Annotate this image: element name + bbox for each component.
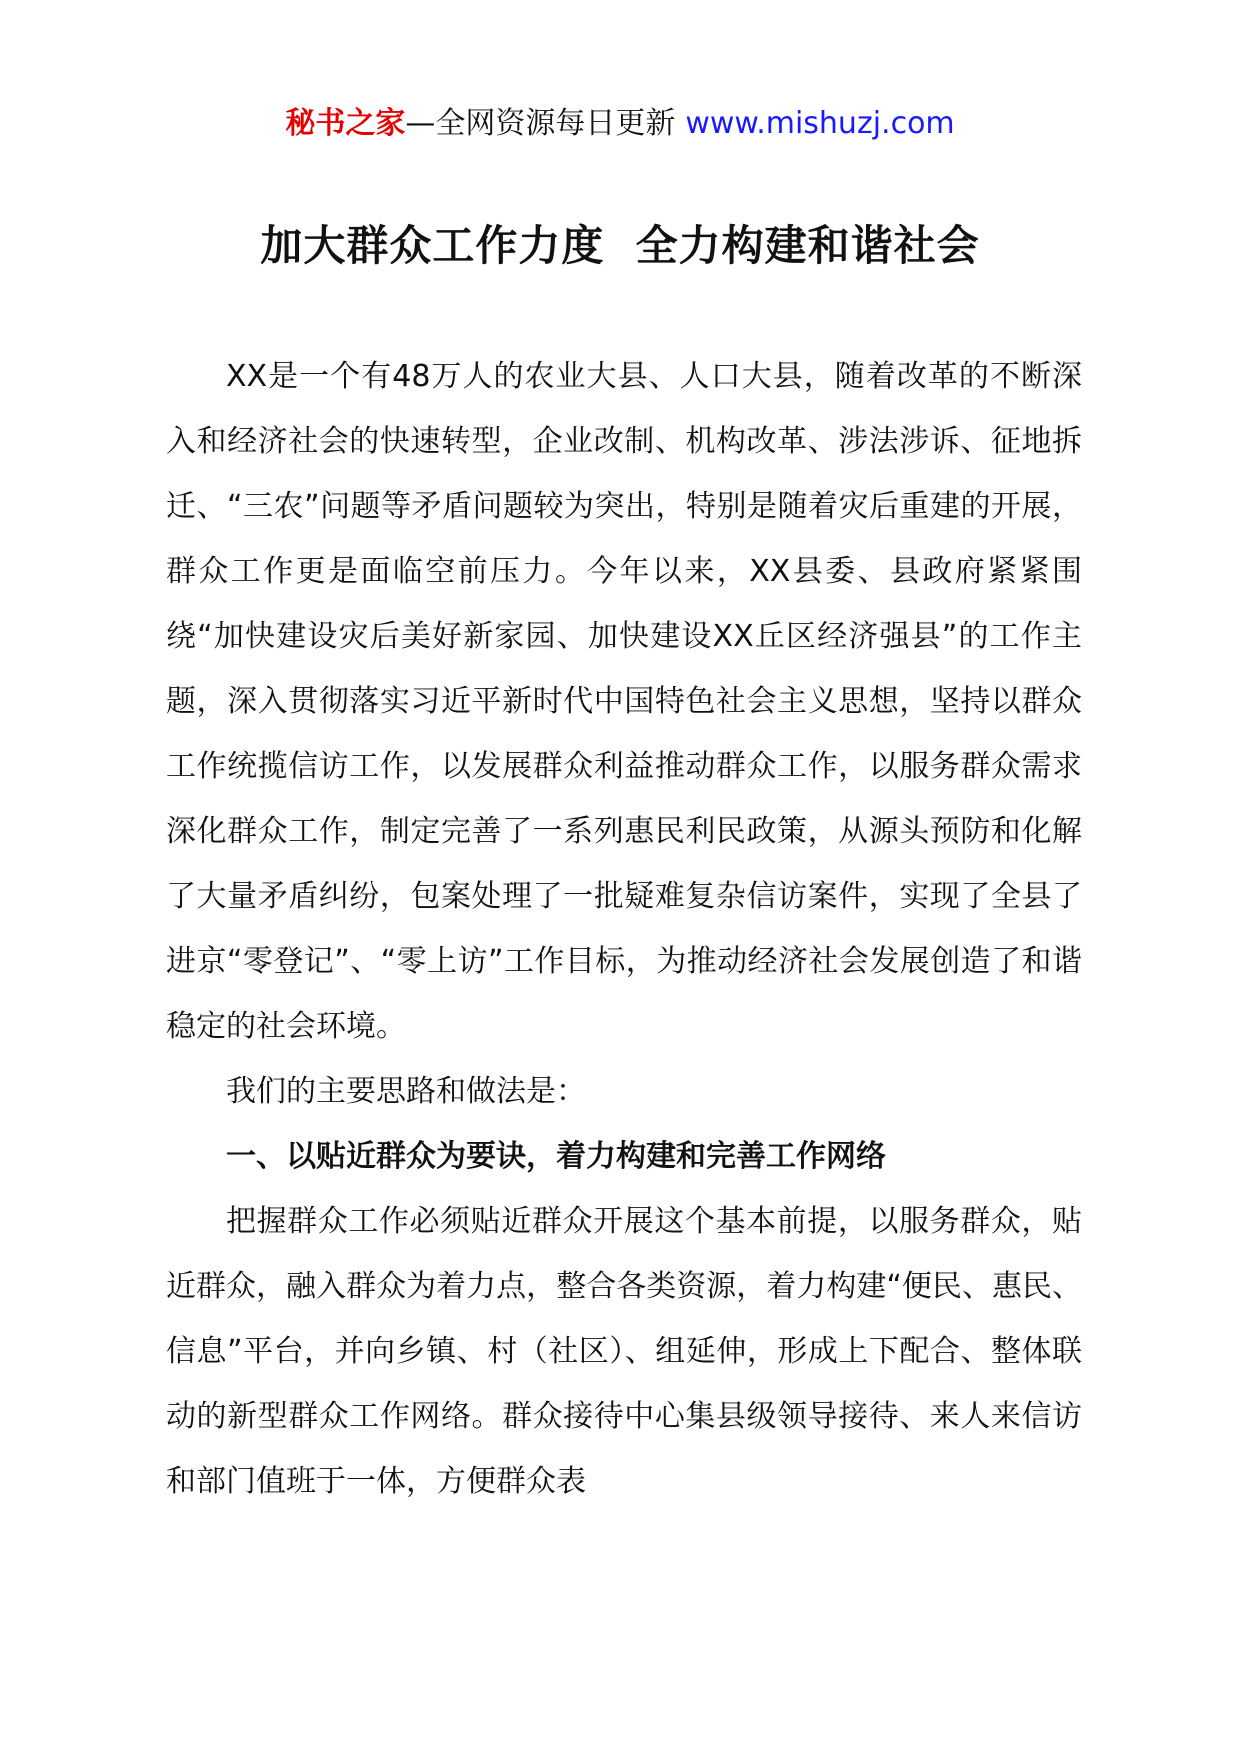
site-banner — [0, 100, 1240, 148]
site-url-link[interactable]: www.mishuzj.com — [685, 106, 955, 141]
section-heading-1: 一、以贴近群众为要诀，着力构建和完善工作网络 — [226, 1139, 886, 1174]
brand-name: 秘书之家 — [285, 106, 406, 141]
approach-intro-paragraph: 我们的主要思路和做法是： — [226, 1074, 586, 1109]
intro-paragraph: XX是一个有48万人的农业大县、人口大县，随着改革的不断深入和经济社会的快速转型，企业改制、机构改革、涉法涉诉、征地拆迁、“三农”问题等矛盾问题较为突出，特别是随着灾后重建的开展，群众工作更是面临空前压力。今年以来，XX县委、县政府紧紧围绕“加快建设灾后美好新家园、加快建设XX丘区经济强县”的工作主题，深入贯彻落实习近平新时代中国特色社会主义思想，坚持以群众工作统揽信访工作，以发展群众利益推动群众工作，以服务群众需求深化群众工作，制定完善了一系列惠民利民政策，从源头预防和化解了大量矛盾纠纷，包案处理了一批疑难复杂信访案件，实现了全县了进京“零登记”、“零上访”工作目标，为推动经济社会发展创造了和谐稳定的社会环境。 — [166, 359, 1082, 1044]
document-body — [166, 344, 1082, 1514]
section-1-paragraph: 把握群众工作必须贴近群众开展这个基本前提，以服务群众，贴近群众，融入群众为着力点，整合各类资源，着力构建“便民、惠民、信息”平台，并向乡镇、村（社区）、组延伸，形成上下配合、整体联动的新型群众工作网络。群众接待中心集县级领导接待、来人来信访和部门值班于一体，方便群众表 — [166, 1204, 1082, 1499]
document-title: 加大群众工作力度 全力构建和谐社会 — [260, 221, 980, 270]
banner-tagline: 全网资源每日更新 — [435, 106, 676, 141]
banner-dash: — — [405, 106, 436, 141]
